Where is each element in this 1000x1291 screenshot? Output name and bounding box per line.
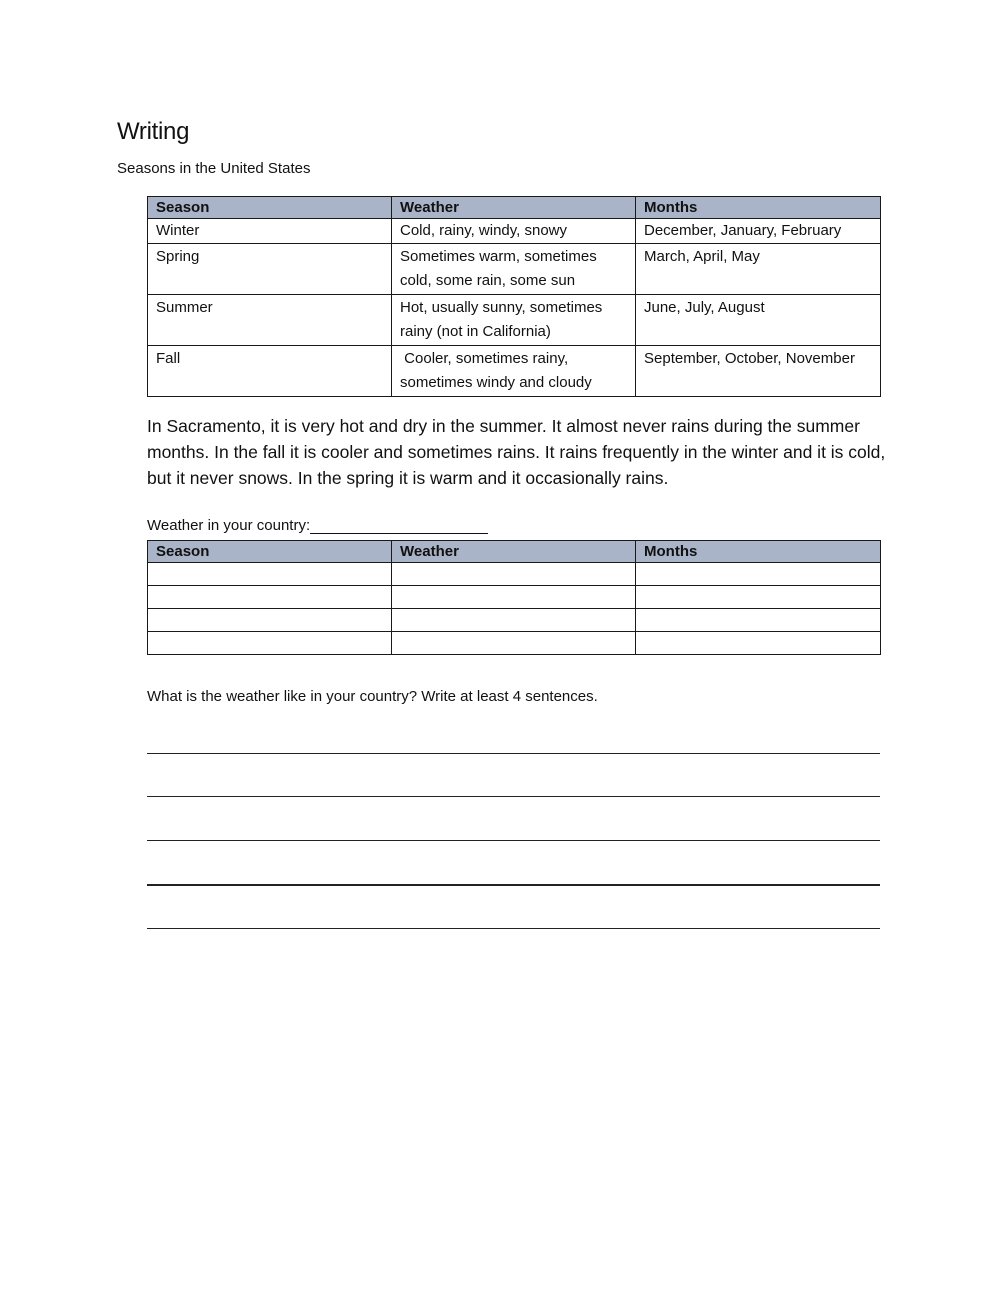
seasons-table (147, 196, 881, 397)
empty-cell[interactable] (392, 632, 636, 655)
cell-weather: Sometimes warm, sometimes cold, some rain, some sun (392, 244, 636, 295)
table-row (148, 244, 881, 295)
empty-cell[interactable] (392, 586, 636, 609)
answer-line[interactable] (147, 928, 880, 929)
table-header-row (148, 541, 881, 563)
cell-weather: Cooler, sometimes rainy, sometimes windy and cloudy (392, 346, 636, 397)
header-weather: Weather (392, 197, 636, 219)
empty-cell[interactable] (392, 563, 636, 586)
cell-season: Spring (148, 244, 392, 295)
country-weather-table (147, 540, 881, 655)
empty-cell[interactable] (392, 609, 636, 632)
empty-cell[interactable] (636, 586, 881, 609)
answer-line[interactable] (147, 753, 880, 754)
header-season: Season (148, 541, 392, 563)
writing-question: What is the weather like in your country? Write at least 4 sentences. (147, 688, 598, 705)
cell-months: September, October, November (636, 346, 881, 397)
header-weather: Weather (392, 541, 636, 563)
sacramento-paragraph: In Sacramento, it is very hot and dry in the summer. It almost never rains during the summer months. In the fall it is cooler and sometimes rains. It rains frequently in the winter and it is cold, but it never snows. In the spring it is warm and it occasionally rains. (147, 416, 886, 488)
country-prompt-label: Weather in your country: (147, 517, 311, 534)
country-prompt (147, 517, 488, 534)
table-row (148, 346, 881, 397)
cell-weather: Cold, rainy, windy, snowy (392, 219, 636, 244)
header-season: Season (148, 197, 392, 219)
empty-cell[interactable] (636, 563, 881, 586)
answer-line[interactable] (147, 840, 880, 841)
answer-line[interactable] (147, 796, 880, 797)
table-row (148, 586, 881, 609)
empty-cell[interactable] (148, 632, 392, 655)
cell-weather: Hot, usually sunny, sometimes rainy (not in California) (392, 295, 636, 346)
cell-season: Summer (148, 295, 392, 346)
table-row (148, 219, 881, 244)
table-header-row (148, 197, 881, 219)
empty-cell[interactable] (148, 563, 392, 586)
table-row (148, 563, 881, 586)
page-title: Writing (117, 118, 190, 145)
header-months: Months (636, 197, 881, 219)
empty-cell[interactable] (148, 586, 392, 609)
table-row (148, 609, 881, 632)
header-months: Months (636, 541, 881, 563)
answer-line[interactable] (147, 884, 880, 886)
empty-cell[interactable] (636, 632, 881, 655)
table-row (148, 295, 881, 346)
empty-cell[interactable] (636, 609, 881, 632)
country-blank-line[interactable] (310, 517, 488, 534)
cell-months: December, January, February (636, 219, 881, 244)
cell-months: March, April, May (636, 244, 881, 295)
page-subtitle: Seasons in the United States (117, 160, 311, 177)
cell-season: Fall (148, 346, 392, 397)
cell-season: Winter (148, 219, 392, 244)
empty-cell[interactable] (148, 609, 392, 632)
cell-months: June, July, August (636, 295, 881, 346)
table-row (148, 632, 881, 655)
